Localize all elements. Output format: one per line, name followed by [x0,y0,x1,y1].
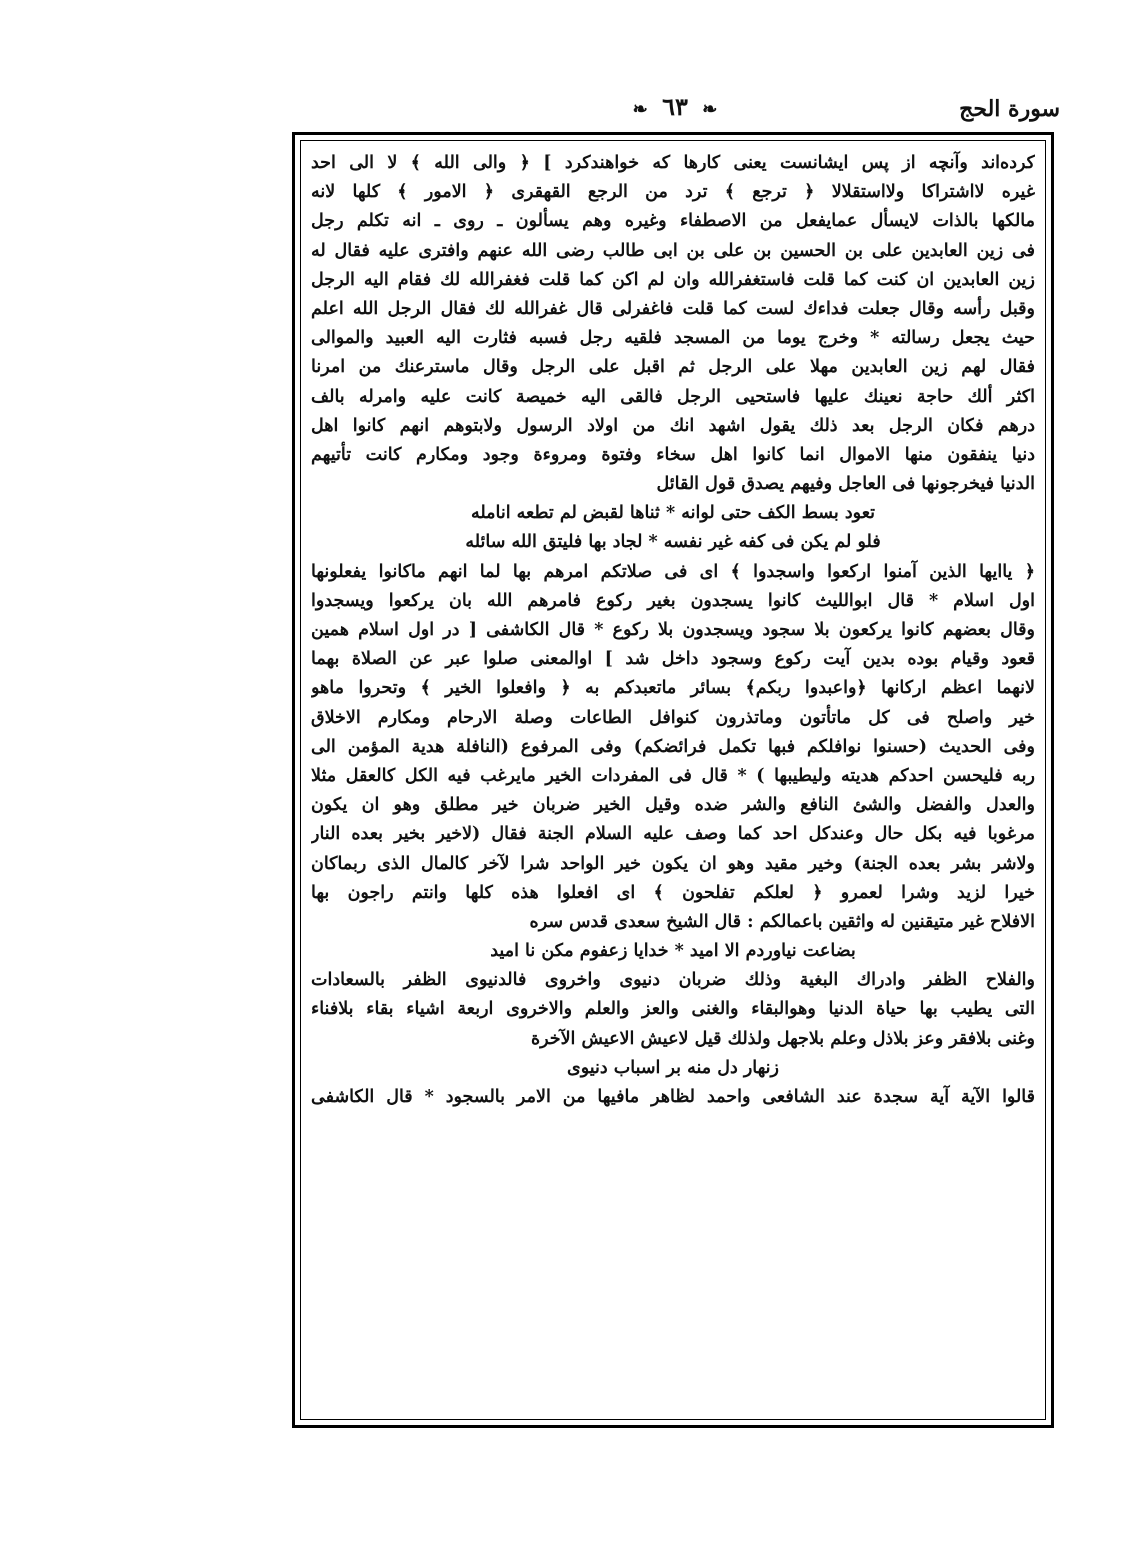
text-line: اكثر ألك حاجة نعينك عليها فاستحيى الرجل فالقى اليه خميصة كانت عليه وامرله بالف [311,386,1035,407]
poem-verse: تعود بسط الكف حتى لوانه * ثناها لقبض لم تطعه انامله [470,503,876,524]
text-line: خير واصلح فى كل ماتأتون وماتذرون كنوافل الطاعات وصلة الارحام ومكارم الاخلاق [311,707,1035,728]
text-line: الدنيا فيخرجونها فى العاجل وفيهم يصدق قول القائل [656,474,1035,495]
text-line: قعود وقيام بوده بدين آيت ركوع وسجود داخل شد ] اوالمعنى صلوا عبر عن الصلاة بهما [311,649,1035,670]
text-line: ولاشر بشر بعده الجنة) وخير مقيد وهو ان يكون خير الواحد شرا لآخر كالمال الذى ربماكان [311,853,1035,874]
page-header [290,92,1060,128]
text-line: مرغوبا فيه بكل حال وعندكل احد كما وصف عليه السلام الجنة فقال (لاخير بخير بعده النار [311,824,1035,845]
poem-verse: بضاعت نياوردم الا اميد * خدايا زعفوم مكن نا اميد [490,941,856,962]
text-line: دنيا ينفقون منها الاموال انما كانوا اهل سخاء وفتوة ومروءة وجود ومكارم كانت تأتيهم [311,444,1035,465]
text-line: اول اسلام * قال ابوالليث كانوا يسجدون بغير ركوع فامرهم الله بان يركعوا ويسجدوا [311,590,1035,611]
text-line: وقال بعضهم كانوا يركعون بلا سجود ويسجدون بلا ركوع * قال الكاشفى [ در اول اسلام همين [311,620,1035,640]
poem-verse: فلو لم يكن فى كفه غير نفسه * لجاد بها فليتق الله سائله [465,532,881,553]
text-line: حيث يجعل رسالته * وخرج يوما من المسجد فلقيه رجل فسبه فثارت اليه العبيد والموالى [311,328,1035,349]
text-line: والعدل والفضل والشئ النافع والشر ضده وقيل الخير ضربان خير مطلق وهو ان يكون [311,795,1035,816]
page-number [627,92,724,121]
ornament-icon: ❧ [702,99,718,120]
text-line: زين العابدين ان كنت كما قلت فاستغفرالله وان لم اكن كما قلت فغفرالله لك فقام اليه الرجل [311,269,1035,290]
text-line: درهم فكان الرجل بعد ذلك يقول اشهد انك من اولاد الرسول ولابتوهم انهم كانوا اهل [311,415,1035,436]
text-line: مالكها بالذات لايسأل عمايفعل من الاصطفاء وغيره وهم يسألون ـ روى ـ انه تكلم رجل [311,211,1035,232]
text-line: ربه فليحسن احدكم هديته وليطيبها ) * قال فى المفردات الخير مايرغب فيه الكل كالعقل مثلا [311,765,1035,786]
text-line: فى زين العابدين على بن الحسين بن على بن ابى طالب رضى الله عنهم وافترى عليه فقال له [311,240,1035,261]
text-line: وغنى بلافقر وعز بلاذل وعلم بلاجهل ولذلك قيل لاعيش الاعيش الآخرة [530,1028,1035,1049]
text-line: والفلاح الظفر وادراك البغية وذلك ضربان دنيوى واخروى فالدنيوى الظفر بالسعادات [311,970,1035,991]
text-line: ﴿ ياايها الذين آمنوا اركعوا واسجدوا ﴾ اى فى صلاتكم امرهم بها لما انهم ماكانوا يفعلونها [311,561,1035,582]
ornament-icon: ❧ [632,99,648,120]
text-line: لانهما اعظم اركانها ﴿واعبدوا ربكم﴾ بسائر ماتعبدكم به ﴿ وافعلوا الخير ﴾ وتحروا ماهو [311,678,1035,699]
text-line: وقبل رأسه وقال جعلت فداءك لست كما قلت فاغفرلى قال غفرالله لك فقال الرجل الله اعلم [311,298,1035,319]
text-line: غيره لااشتراكا ولااستقلالا ﴿ ترجع ﴾ ترد من الرجع القهقرى ﴿ الامور ﴾ كلها لانه [311,182,1035,203]
page-text-body [300,140,1046,1420]
poem-verse: زنهار دل منه بر اسباب دنيوى [567,1057,779,1078]
text-line: الافلاح غير متيقنين له واثقين باعمالكم : قال الشيخ سعدى قدس سره [529,911,1035,932]
page-number-value: ٦٣ [662,92,688,121]
text-line: فقال لهم زين العابدين مهلا على الرجل ثم اقبل على الرجل وقال ماسترعنك من امرنا [311,357,1035,378]
text-line: وفى الحديث (حسنوا نوافلكم فبها تكمل فرائضكم) وفى المرفوع (النافلة هدية المؤمن الى [311,736,1035,757]
text-line: خيرا لزيد وشرا لعمرو ﴿ لعلكم تفلحون ﴾ اى افعلوا هذه كلها وانتم راجون بها [311,882,1035,903]
text-line: التى يطيب بها حياة الدنيا وهوالبقاء والغنى والعز والعلم والاخروى اربعة اشياء بقاء بلافناء [311,999,1035,1020]
text-line: قالوا الآية آية سجدة عند الشافعى واحمد لظاهر مافيها من الامر بالسجود * قال الكاشفى [311,1087,1035,1107]
surah-name: سورة الحج [959,96,1060,122]
text-line: كرده‌اند وآنچه از پس ايشانست يعنى كارها كه خواهندكرد ] ﴿ والى الله ﴾ لا الى احد [311,153,1035,173]
